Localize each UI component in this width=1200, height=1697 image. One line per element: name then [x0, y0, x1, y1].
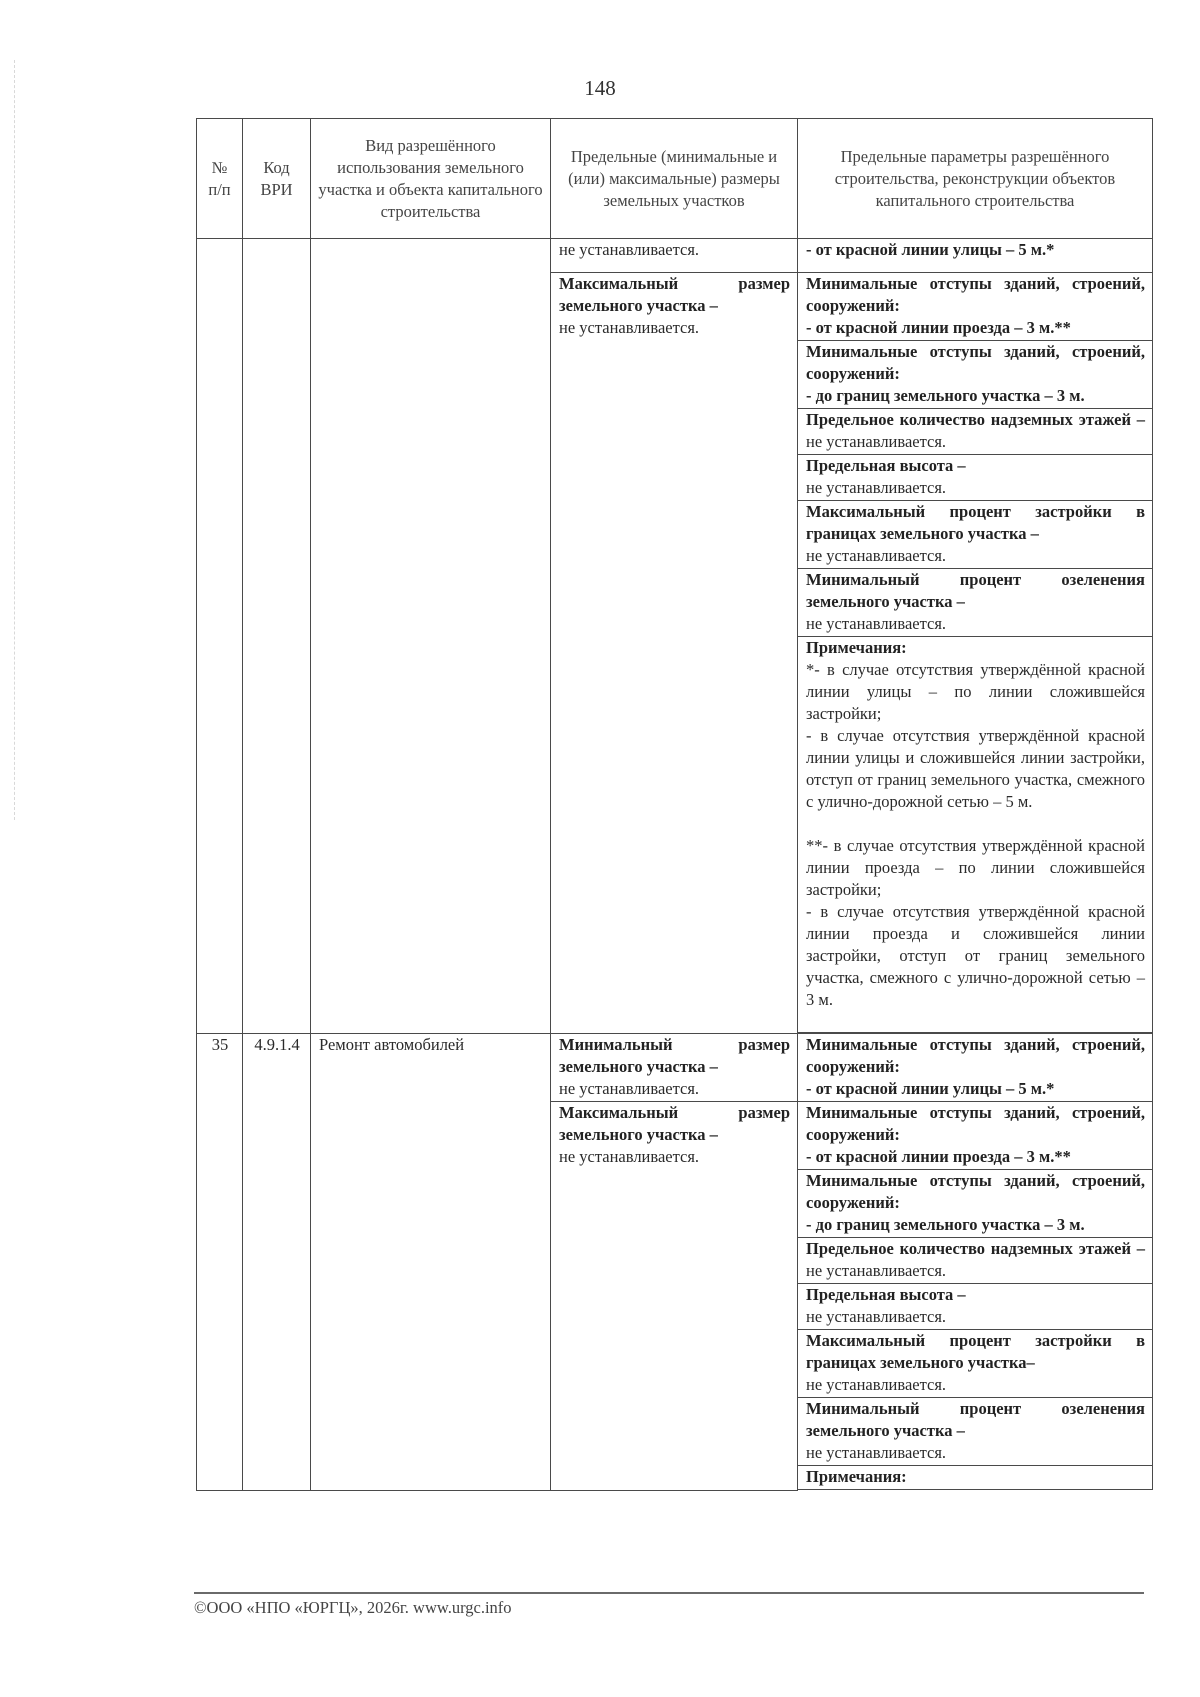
- row35-param-notes: Примечания:: [798, 1466, 1153, 1490]
- size-min-tail: не устанавливается.: [551, 239, 798, 273]
- row35-param-setback-boundary: Минимальные отступы зданий, строений, сооружений: - до границ земельного участка – 3 м.: [798, 1170, 1153, 1238]
- row35-number: 35: [197, 1034, 243, 1491]
- row35-param-floors: Предельное количество надземных этажей – не устанавливается.: [798, 1238, 1153, 1284]
- scan-margin-mark: [14, 60, 16, 820]
- notes-title: Примечания:: [806, 638, 907, 657]
- header-use-type: Вид разрешённого использования земельного участка и объекта капитального строительства: [311, 119, 551, 239]
- row35-use-name: Ремонт автомобилей: [311, 1034, 551, 1491]
- param-notes: [798, 637, 1153, 1033]
- footer-copyright: ©ООО «НПО «ЮРГЦ», 2026г. www.urgc.info: [194, 1598, 512, 1617]
- note-item: - в случае отсутствия утверждённой красной линии проезда и сложившейся линии застройки, отступ от границ земельного участка, смежного с улично-дорожной сетью – 3 м.: [806, 902, 1145, 1009]
- param-build-percent: Максимальный процент застройки в границах земельного участка – не устанавливается.: [798, 501, 1153, 569]
- header-build-params: Предельные параметры разрешённого строительства, реконструкции объектов капитального строительства: [798, 119, 1153, 239]
- row35-code: 4.9.1.4: [243, 1034, 311, 1491]
- table-row: [197, 239, 1153, 273]
- row35-size-min: Минимальный размер земельного участка – не устанавливается.: [551, 1034, 798, 1102]
- param-street-tail: - от красной линии улицы – 5 м.*: [798, 239, 1153, 273]
- param-setback-boundary: Минимальные отступы зданий, строений, сооружений: - до границ земельного участка – 3 м.: [798, 341, 1153, 409]
- table-row: [197, 1034, 1153, 1102]
- note-item: - в случае отсутствия утверждённой красной линии улицы и сложившейся линии застройки, отступ от границ земельного участка, смежного с улично-дорожной сетью – 5 м.: [806, 726, 1145, 811]
- note-item: **- в случае отсутствия утверждённой красной линии проезда – по линии сложившейся застройки;: [806, 836, 1145, 899]
- header-number: № п/п: [197, 119, 243, 239]
- row35-param-build-percent: Максимальный процент застройки в границах земельного участка– не устанавливается.: [798, 1330, 1153, 1398]
- header-code: Код ВРИ: [243, 119, 311, 239]
- regulations-table: [196, 118, 1153, 1491]
- cell-use-empty: [311, 239, 551, 1034]
- header-plot-size: Предельные (минимальные и (или) максимальные) размеры земельных участков: [551, 119, 798, 239]
- note-item: *- в случае отсутствия утверждённой красной линии улицы – по линии сложившейся застройки;: [806, 660, 1145, 723]
- table-header-row: [197, 119, 1153, 239]
- page-number: 148: [584, 76, 616, 100]
- row35-param-setback-driveway: Минимальные отступы зданий, строений, сооружений: - от красной линии проезда – 3 м.**: [798, 1102, 1153, 1170]
- param-floors: Предельное количество надземных этажей – не устанавливается.: [798, 409, 1153, 455]
- param-setback-driveway: Минимальные отступы зданий, строений, сооружений: - от красной линии проезда – 3 м.**: [798, 273, 1153, 341]
- size-max: Максимальный размер земельного участка – не устанавливается.: [551, 273, 798, 1034]
- row35-param-setback-street: Минимальные отступы зданий, строений, сооружений: - от красной линии улицы – 5 м.*: [798, 1034, 1153, 1102]
- footer-divider: [194, 1592, 1144, 1594]
- row35-param-green-percent: Минимальный процент озеленения земельного участка – не устанавливается.: [798, 1398, 1153, 1466]
- row35-param-height: Предельная высота – не устанавливается.: [798, 1284, 1153, 1330]
- param-height: Предельная высота – не устанавливается.: [798, 455, 1153, 501]
- cell-number-empty: [197, 239, 243, 1034]
- row35-size-max: Максимальный размер земельного участка – не устанавливается.: [551, 1102, 798, 1491]
- param-green-percent: Минимальный процент озеленения земельного участка – не устанавливается.: [798, 569, 1153, 637]
- cell-code-empty: [243, 239, 311, 1034]
